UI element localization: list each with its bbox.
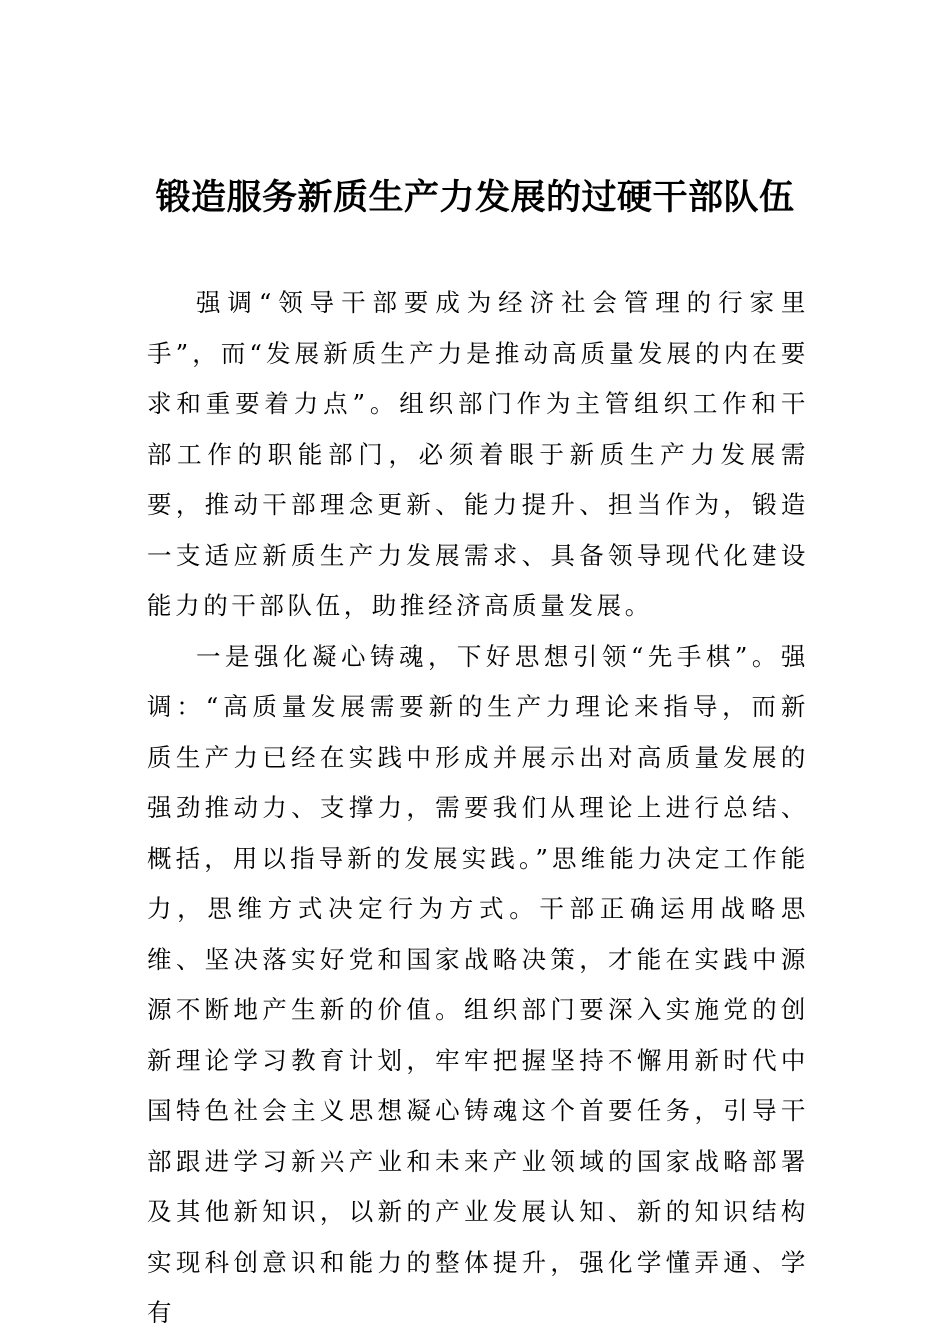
document-title: 锻造服务新质生产力发展的过硬干部队伍 (155, 177, 795, 218)
paragraph-intro: 强调“领导干部要成为经济社会管理的行家里手”，而“发展新质生产力是推动高质量发展的内在要求和重要着力点”。组织部门作为主管组织工作和干部工作的职能部门，必须着眼于新质生产力发展需要，推动干部理念更新、能力提升、担当作为，锻造一支适应新质生产力发展需求、具备领导现代化建设能力的干部队伍，助推经济高质量发展。 (147, 288, 809, 620)
document-body (147, 278, 809, 1339)
paragraph-point-one: 一是强化凝心铸魂，下好思想引领“先手棋”。强调：“高质量发展需要新的生产力理论来指导，而新质生产力已经在实践中形成并展示出对高质量发展的强劲推动力、支撑力，需要我们从理论上进行总结、概括，用以指导新的发展实践。”思维能力决定工作能力，思维方式决定行为方式。干部正确运用战略思维、坚决落实好党和国家战略决策，才能在实践中源源不断地产生新的价值。组织部门要深入实施党的创新理论学习教育计划，牢牢把握坚持不懈用新时代中国特色社会主义思想凝心铸魂这个首要任务，引导干部跟进学习新兴产业和未来产业领域的国家战略部署及其他新知识，以新的产业发展认知、新的知识结构实现科创意识和能力的整体提升，强化学懂弄通、学有 (147, 641, 809, 1327)
